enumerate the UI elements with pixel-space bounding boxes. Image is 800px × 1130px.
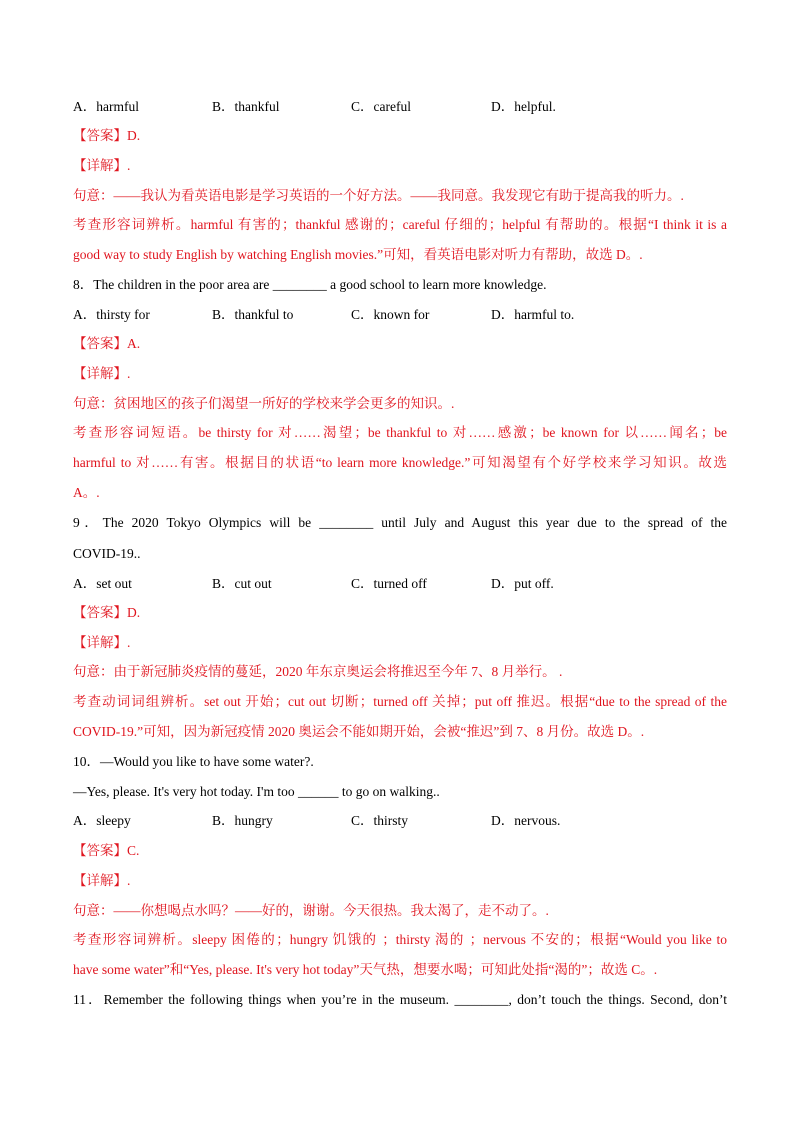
q9-option-d: D．put off. <box>491 576 554 591</box>
q8-stem-before: 8．The children in the poor area are <box>73 277 273 292</box>
q10-stem-line-2 <box>73 783 727 801</box>
q7-option-d: D．helpful. <box>491 99 556 114</box>
q9-option-c: C．turned off <box>351 576 427 591</box>
q7-answer: 【答案】D. <box>73 128 141 143</box>
q7-analysis-line-2: good way to study English by watching English movies.”可知，看英语电影对听力有帮助，故选 D。. <box>73 247 643 262</box>
q7-option-b: B．thankful <box>212 99 280 114</box>
q9-analysis-line-1: 考查动词词组辨析。set out 开始；cut out 切断；turned off 关掉；put off 推迟。根据“due to the spread of the <box>73 694 727 709</box>
q7-meaning: 句意：——我认为看英语电影是学习英语的一个好方法。——我同意。我发现它有助于提高我的听力。. <box>73 188 684 203</box>
q8-blank: ________ <box>272 277 327 292</box>
q10-blank: ______ <box>297 784 339 799</box>
q9-stem-line-2: COVID-19.. <box>73 546 141 561</box>
q8-explain-label: 【详解】. <box>73 366 131 381</box>
q8-stem-after: a good school to learn more knowledge. <box>326 277 547 292</box>
q9-stem-line-1 <box>73 514 727 532</box>
q8-answer: 【答案】A. <box>73 336 141 351</box>
q10-stem-after: to go on walking.. <box>338 784 440 799</box>
q7-explain-label: 【详解】. <box>73 158 131 173</box>
q8-option-a: A．thirsty for <box>73 307 150 322</box>
q9-option-a: A．set out <box>73 576 132 591</box>
q8-option-c: C．known for <box>351 307 430 322</box>
q7-option-c: C．careful <box>351 99 411 114</box>
q7-option-a: A．harmful <box>73 99 139 114</box>
q10-analysis-line-2: have some water”和“Yes, please. It's very hot today”天气热，想要水喝；可知此处指“渴的”；故选 C。. <box>73 962 658 977</box>
q10-meaning: 句意：——你想喝点水吗？——好的，谢谢。今天很热。我太渴了，走不动了。. <box>73 903 549 918</box>
q8-option-b: B．thankful to <box>212 307 294 322</box>
q8-option-d: D．harmful to. <box>491 307 575 322</box>
q9-explain-label: 【详解】. <box>73 635 131 650</box>
q10-explain-label: 【详解】. <box>73 873 131 888</box>
q10-option-d: D．nervous. <box>491 813 561 828</box>
q8-analysis-line-2: harmful to 对……有害。根据目的状语“to learn more knowledge.”可知渴望有个好学校来学习知识。故选 <box>73 455 727 470</box>
q10-option-b: B．hungry <box>212 813 273 828</box>
q9-analysis-line-2: COVID-19.”可知，因为新冠疫情 2020 奥运会不能如期开始，会被“推迟”到 7、8 月份。故选 D。. <box>73 724 645 739</box>
q9-blank: ________ <box>319 515 374 530</box>
q9-option-b: B．cut out <box>212 576 272 591</box>
q8-meaning: 句意：贫困地区的孩子们渴望一所好的学校来学会更多的知识。. <box>73 396 455 411</box>
q10-analysis-line-1: 考查形容词辨析。sleepy 困倦的；hungry 饥饿的 ；thirsty 渴的 ；nervous 不安的；根据“Would you like to <box>73 932 727 947</box>
q9-stem-before: 9．The 2020 Tokyo Olympics will be <box>73 515 320 530</box>
q10-option-c: C．thirsty <box>351 813 409 828</box>
q9-answer: 【答案】D. <box>73 605 141 620</box>
q10-option-a: A．sleepy <box>73 813 131 828</box>
q8-analysis-line-3: A。. <box>73 485 100 500</box>
q8-stem <box>73 276 727 294</box>
q10-stem-line-1: 10．—Would you like to have some water?. <box>73 754 314 769</box>
q9-stem-after: until July and August this year due to the spread of the <box>373 515 728 530</box>
q7-analysis-line-1: 考查形容词辨析。harmful 有害的；thankful 感谢的；careful 仔细的；helpful 有帮助的。根据“I think it is a <box>73 217 727 232</box>
q11-stem-line-1: 11．Remember the following things when you’re in the museum. ________, don’t touch the things. Second, don’t <box>73 992 727 1007</box>
q10-answer: 【答案】C. <box>73 843 140 858</box>
q9-meaning: 句意：由于新冠肺炎疫情的蔓延，2020 年东京奥运会将推迟至今年 7、8 月举行。 . <box>73 664 563 679</box>
q10-stem-before: —Yes, please. It's very hot today. I'm too <box>73 784 298 799</box>
q8-analysis-line-1: 考查形容词短语。be thirsty for 对……渴望；be thankful to 对……感激；be known for 以……闻名；be <box>73 425 727 440</box>
